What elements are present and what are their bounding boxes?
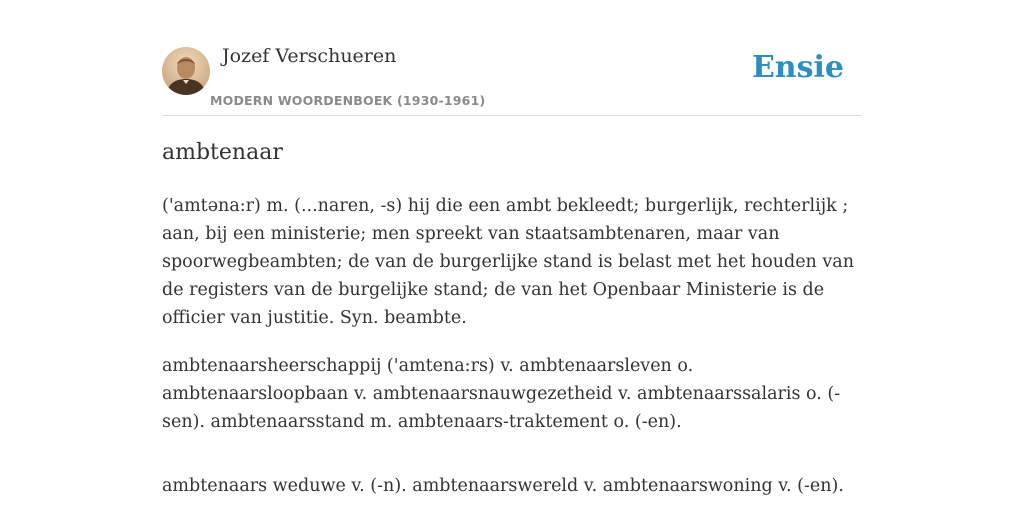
- entry-definition: ('amtəna:r) m. (...naren, -s) hij die een ambt bekleedt; burgerlijk, rechterlijk ; aan, bij een ministerie; men spreekt van staatsambtenaren, maar van spoorwegbeambten; de van de burgerlijke stand is belast met het houden van de registers van de burgelijke stand; de van het Openbaar Ministerie is de officier van justitie. Syn. beambte.: [162, 196, 854, 328]
- ensie-logo[interactable]: Ensie: [751, 50, 844, 85]
- source-name[interactable]: MODERN WOORDENBOEK (1930-1961): [210, 93, 486, 108]
- author-avatar: [162, 47, 210, 95]
- header-divider: [162, 115, 862, 116]
- entry-headword: ambtenaar: [162, 140, 283, 165]
- entry-body: [162, 192, 862, 520]
- author-name[interactable]: Jozef Verschueren: [222, 45, 397, 67]
- entry-compounds-continued: ambtenaars weduwe v. (-n). ambtenaarswereld v. ambtenaarswoning v. (-en).: [162, 476, 844, 496]
- entry-compounds: ambtenaarsheerschappij ('amtena:rs) v. ambtenaarsleven o. ambtenaarsloopbaan v. ambtenaarsnauwgezetheid v. ambtenaarssalaris o. (-sen). ambtenaarsstand m. ambtenaars-traktement o. (-en).: [162, 356, 841, 432]
